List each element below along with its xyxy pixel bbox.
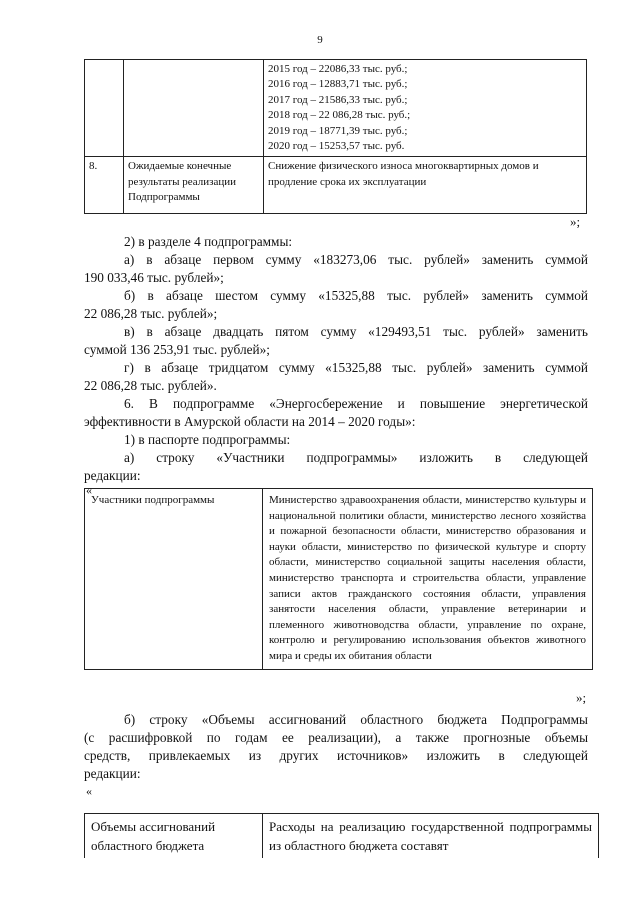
year-line: 2018 год – 22 086,28 тыс. руб.; (268, 109, 411, 122)
budget-allocations-table (84, 813, 599, 858)
page-number: 9 (317, 34, 323, 46)
paragraph: 190 033,46 тыс. рублей»; (84, 270, 224, 285)
year-line: 2015 год – 22086,33 тыс. руб.; (268, 63, 408, 75)
funding-by-year-cell (264, 60, 587, 157)
paragraph: 22 086,28 тыс. рублей». (84, 378, 217, 393)
paragraph: редакции: (84, 766, 141, 781)
row-label: Участники подпрограммы (85, 489, 263, 670)
closing-quote: »; (576, 690, 587, 705)
paragraph: а) в абзаце первом сумму «183273,06 тыс. рублей» заменить суммой (124, 252, 588, 267)
participants-table (84, 488, 593, 670)
row-label: Ожидаемые конечные результаты реализации Подпрограммы (124, 157, 264, 214)
paragraph: средств, привлекаемых из других источников» изложить в следующей (84, 748, 588, 763)
paragraph: эффективности в Амурской области на 2014 – 2020 годы»: (84, 414, 416, 429)
year-line: 2019 год – 18771,39 тыс. руб.; (268, 124, 408, 137)
table-row (85, 60, 587, 157)
paragraph: суммой 136 253,91 тыс. рублей»; (84, 342, 270, 357)
year-line: 2020 год – 15253,57 тыс. руб. (268, 140, 405, 153)
row-value: Министерство здравоохранения области, министерство культуры и национальной политики области, министерство лесного хозяйства и пожарной безопасности области, министерство образования и науки области, министерство по физической культуре и спорту области, министерство социальной защиты населения области, министерство транспорта и строительства области, управление записи актов гражданского состояния области, управления занятости населения области, управление ветеринарии и племенного животноводства области, управление по охране, контролю и регулированию использования объектов животного мира и среды их обитания области (263, 489, 593, 670)
paragraph: г) в абзаце тридцатом сумму «15325,88 тыс. рублей» заменить суммой (124, 360, 588, 375)
opening-quote: « (86, 483, 92, 497)
paragraph: редакции: (84, 468, 141, 483)
row-label: Объемы ассигнований областного бюджета (85, 814, 263, 859)
closing-quote: »; (570, 214, 581, 229)
opening-quote: « (86, 784, 92, 798)
paragraph: б) строку «Объемы ассигнований областного бюджета Подпрограммы (124, 712, 588, 727)
subprogram-passport-table-continuation (84, 59, 587, 214)
row-value: Расходы на реализацию государственной подпрограммы из областного бюджета составят (263, 814, 599, 859)
table-cell (124, 60, 264, 157)
paragraph: 1) в паспорте подпрограммы: (124, 432, 291, 447)
table-row (85, 489, 593, 670)
paragraph: (с расшифровкой по годам ее реализации), а также прогнозные объемы (84, 730, 588, 745)
paragraph: б) в абзаце шестом сумму «15325,88 тыс. рублей» заменить суммой (124, 288, 588, 303)
paragraph: в) в абзаце двадцать пятом сумму «129493,51 тыс. рублей» заменить (124, 324, 588, 339)
year-line: 2016 год – 12883,71 тыс. руб.; (268, 78, 408, 91)
year-line: 2017 год – 21586,33 тыс. руб.; (268, 93, 408, 106)
paragraph: 2) в разделе 4 подпрограммы: (124, 234, 293, 249)
row-number: 8. (85, 157, 124, 214)
table-row (85, 814, 599, 859)
table-row (85, 157, 587, 214)
row-value: Снижение физического износа многоквартирных домов и продление срока их эксплуатации (264, 157, 587, 214)
table-cell (85, 60, 124, 157)
paragraph: 22 086,28 тыс. рублей»; (84, 306, 218, 321)
paragraph: а) строку «Участники подпрограммы» изложить в следующей (124, 450, 588, 465)
paragraph: 6. В подпрограмме «Энергосбережение и повышение энергетической (124, 396, 588, 411)
